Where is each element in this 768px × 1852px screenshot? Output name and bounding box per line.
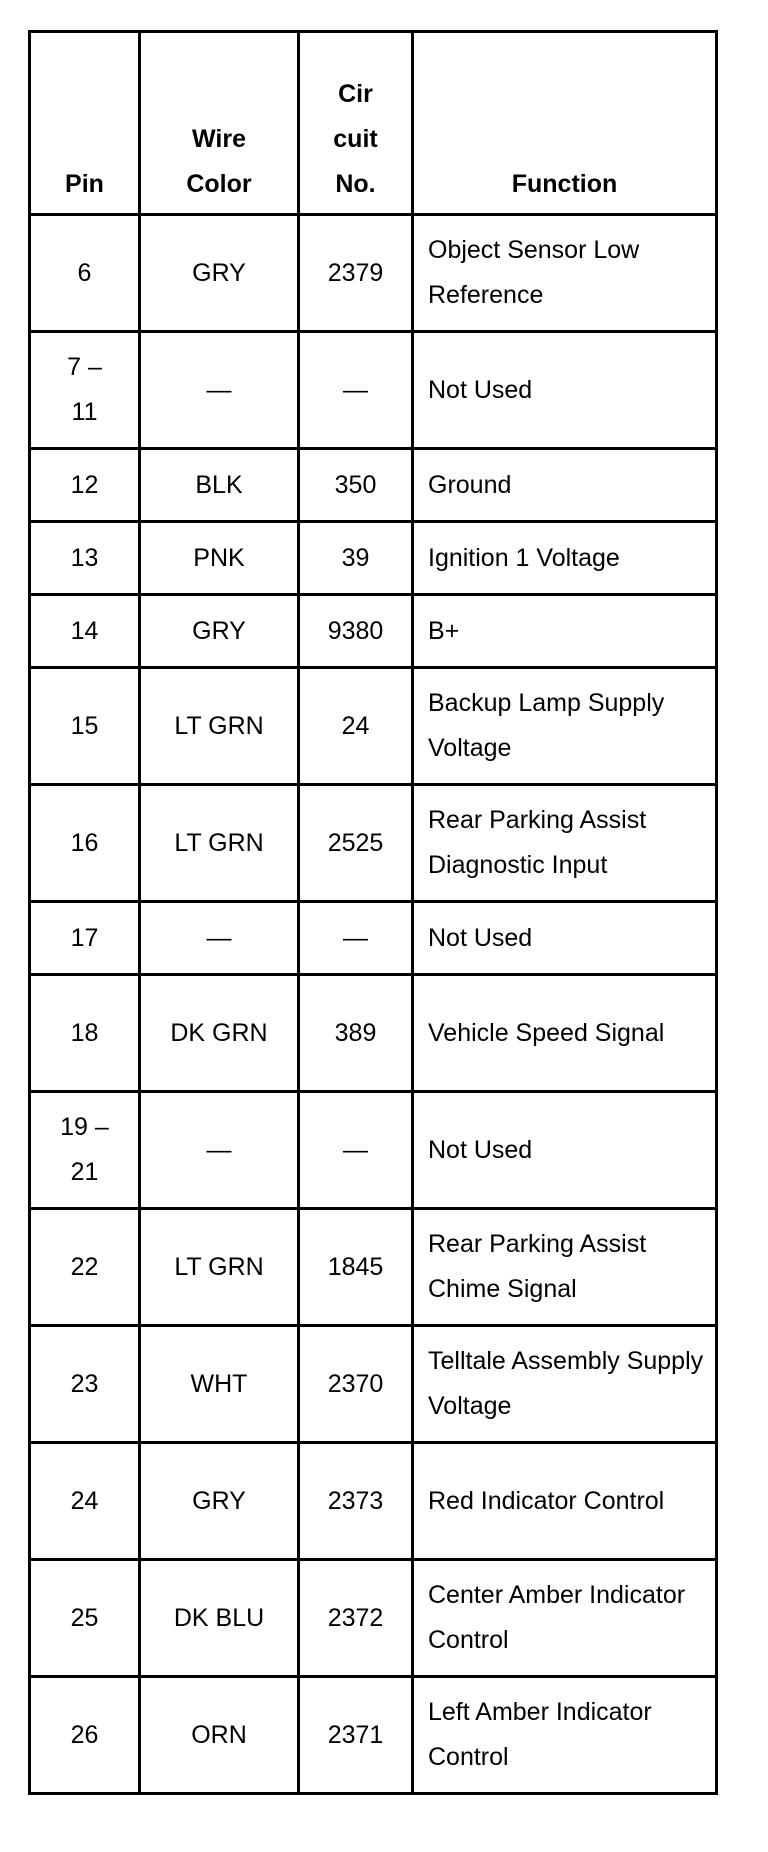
pin-cell: 25 <box>30 1560 140 1677</box>
table-row <box>30 1677 717 1794</box>
wire-color-cell: LT GRN <box>140 785 299 902</box>
circuit-cell: — <box>299 902 413 975</box>
pin-cell: 7 – 11 <box>30 332 140 449</box>
circuit-cell: 2372 <box>299 1560 413 1677</box>
function-cell: Ground <box>413 449 717 522</box>
wire-color-cell: BLK <box>140 449 299 522</box>
table-row <box>30 1560 717 1677</box>
table-row <box>30 449 717 522</box>
wire-color-cell: WHT <box>140 1326 299 1443</box>
function-cell: Rear Parking Assist Chime Signal <box>413 1209 717 1326</box>
function-cell: Object Sensor Low Reference <box>413 215 717 332</box>
circuit-cell: 2379 <box>299 215 413 332</box>
circuit-cell: 39 <box>299 522 413 595</box>
function-cell: Rear Parking Assist Diagnostic Input <box>413 785 717 902</box>
pin-cell: 6 <box>30 215 140 332</box>
table-row <box>30 975 717 1092</box>
pin-cell: 18 <box>30 975 140 1092</box>
pin-cell: 12 <box>30 449 140 522</box>
circuit-cell: 389 <box>299 975 413 1092</box>
header-wire-color: Wire Color <box>140 32 299 215</box>
table-row <box>30 332 717 449</box>
function-cell: Center Amber Indicator Control <box>413 1560 717 1677</box>
function-cell: Telltale Assembly Supply Voltage <box>413 1326 717 1443</box>
pin-cell: 26 <box>30 1677 140 1794</box>
pin-cell: 16 <box>30 785 140 902</box>
wire-color-cell: PNK <box>140 522 299 595</box>
wire-color-cell: — <box>140 1092 299 1209</box>
table-row <box>30 1092 717 1209</box>
connector-pinout-table <box>28 30 718 1795</box>
wire-color-cell: GRY <box>140 1443 299 1560</box>
table-row <box>30 595 717 668</box>
circuit-cell: 24 <box>299 668 413 785</box>
table-row <box>30 1209 717 1326</box>
circuit-cell: 2370 <box>299 1326 413 1443</box>
wire-color-cell: ORN <box>140 1677 299 1794</box>
header-pin: Pin <box>30 32 140 215</box>
header-function: Function <box>413 32 717 215</box>
table-row <box>30 902 717 975</box>
function-cell: B+ <box>413 595 717 668</box>
pin-cell: 23 <box>30 1326 140 1443</box>
circuit-cell: — <box>299 1092 413 1209</box>
function-cell: Ignition 1 Voltage <box>413 522 717 595</box>
function-cell: Not Used <box>413 902 717 975</box>
wire-color-cell: DK BLU <box>140 1560 299 1677</box>
wire-color-cell: LT GRN <box>140 1209 299 1326</box>
pin-cell: 14 <box>30 595 140 668</box>
pin-cell: 24 <box>30 1443 140 1560</box>
table-row <box>30 1326 717 1443</box>
header-circuit-number: Cir cuit No. <box>299 32 413 215</box>
pin-cell: 19 – 21 <box>30 1092 140 1209</box>
pin-cell: 17 <box>30 902 140 975</box>
circuit-cell: 350 <box>299 449 413 522</box>
wire-color-cell: LT GRN <box>140 668 299 785</box>
wire-color-cell: — <box>140 332 299 449</box>
function-cell: Backup Lamp Supply Voltage <box>413 668 717 785</box>
wire-color-cell: GRY <box>140 215 299 332</box>
table-row <box>30 1443 717 1560</box>
circuit-cell: 9380 <box>299 595 413 668</box>
circuit-cell: 2371 <box>299 1677 413 1794</box>
table-row <box>30 215 717 332</box>
circuit-cell: 2373 <box>299 1443 413 1560</box>
table-row <box>30 785 717 902</box>
table-row <box>30 522 717 595</box>
table-row <box>30 668 717 785</box>
function-cell: Not Used <box>413 1092 717 1209</box>
circuit-cell: 1845 <box>299 1209 413 1326</box>
pin-cell: 15 <box>30 668 140 785</box>
function-cell: Red Indicator Control <box>413 1443 717 1560</box>
circuit-cell: — <box>299 332 413 449</box>
pin-cell: 22 <box>30 1209 140 1326</box>
function-cell: Vehicle Speed Signal <box>413 975 717 1092</box>
wire-color-cell: — <box>140 902 299 975</box>
function-cell: Left Amber Indicator Control <box>413 1677 717 1794</box>
pin-cell: 13 <box>30 522 140 595</box>
wire-color-cell: GRY <box>140 595 299 668</box>
wire-color-cell: DK GRN <box>140 975 299 1092</box>
circuit-cell: 2525 <box>299 785 413 902</box>
header-row <box>30 32 717 215</box>
function-cell: Not Used <box>413 332 717 449</box>
